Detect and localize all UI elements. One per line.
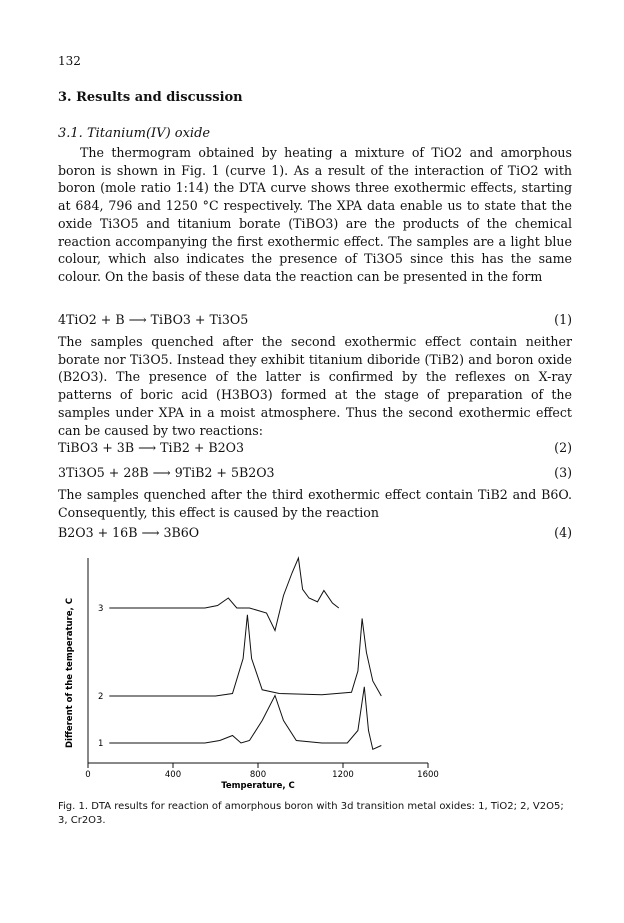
series-group (98, 558, 381, 749)
page-number: 132 (58, 54, 81, 68)
dta-chart (60, 548, 460, 798)
x-tick-label-400: 400 (164, 770, 182, 780)
x-axis-label: Temperature, C (221, 781, 295, 791)
figure-caption: Fig. 1. DTA results for reaction of amorphous boron with 3d transition metal oxides: 1, TiO2; 2, V2O5; 3, Cr2O3. (58, 801, 564, 826)
subsection-title: 3.1. Titanium(IV) oxide (58, 126, 211, 141)
paragraph-3 (58, 486, 572, 521)
x-tick-label-800: 800 (249, 770, 267, 780)
equation-1-number: (1) (554, 312, 572, 327)
paragraph-2 (58, 333, 572, 439)
y-axis-label: Different of the temperature, C (65, 598, 75, 748)
curve-label-3: 3 (98, 604, 104, 614)
equation-4-text: B2O3 + 16B ⟶ 3B6O (58, 525, 200, 540)
equation-3-number: (3) (554, 465, 572, 480)
paragraph-1-text: The thermogram obtained by heating a mixture of TiO2 and amorphous boron is shown in Fig. 1 (curve 1). As a result of the interaction of TiO2 with boron (mole ratio 1:14) the DTA curve shows three exothermic effects, starting at 684, 796 and 1250 °C respectively. The XPA data enable us to state that the oxide Ti3O5 and titanium borate (TiBO3) are the products of the chemical reaction accompanying the first exothermic effect. The samples are a light blue colour, which also indicates the presence of Ti3O5 since this has the same colour. On the basis of these data the reaction can be presented in the form (58, 145, 572, 284)
equation-3-text: 3Ti3O5 + 28B ⟶ 9TiB2 + 5B2O3 (58, 465, 275, 480)
curve-2 (109, 615, 381, 696)
x-ticks (85, 763, 439, 780)
x-tick-label-1600: 1600 (417, 770, 439, 780)
x-tick-label-0: 0 (85, 770, 91, 780)
equation-1 (58, 312, 572, 327)
equation-3 (58, 465, 572, 480)
paragraph-2-text: The samples quenched after the second exothermic effect contain neither borate nor Ti3O5. Instead they exhibit titanium diboride (TiB2) and boron oxide (B2O3). The presence of the latter is confirmed by the reflexes on X-ray patterns of boric acid (H3BO3) formed at the stage of preparation of the samples under XPA in a moist atmosphere. Thus the second exothermic effect can be caused by two reactions: (58, 334, 572, 438)
paragraph-1 (58, 144, 572, 286)
equation-2 (58, 440, 572, 455)
paragraph-3-text: The samples quenched after the third exothermic effect contain TiB2 and B6O. Consequently, this effect is caused by the reaction (58, 487, 572, 520)
equation-1-text: 4TiO2 + B ⟶ TiBO3 + Ti3O5 (58, 312, 249, 327)
equation-2-text: TiBO3 + 3B ⟶ TiB2 + B2O3 (58, 440, 244, 455)
equation-2-number: (2) (554, 440, 572, 455)
curve-label-1: 1 (98, 739, 104, 749)
equation-4 (58, 525, 572, 540)
curve-3 (109, 558, 338, 631)
equation-4-number: (4) (554, 525, 572, 540)
section-title: 3. Results and discussion (58, 90, 243, 105)
x-tick-label-1200: 1200 (332, 770, 354, 780)
curve-label-2: 2 (98, 692, 104, 702)
dta-figure (60, 548, 460, 798)
